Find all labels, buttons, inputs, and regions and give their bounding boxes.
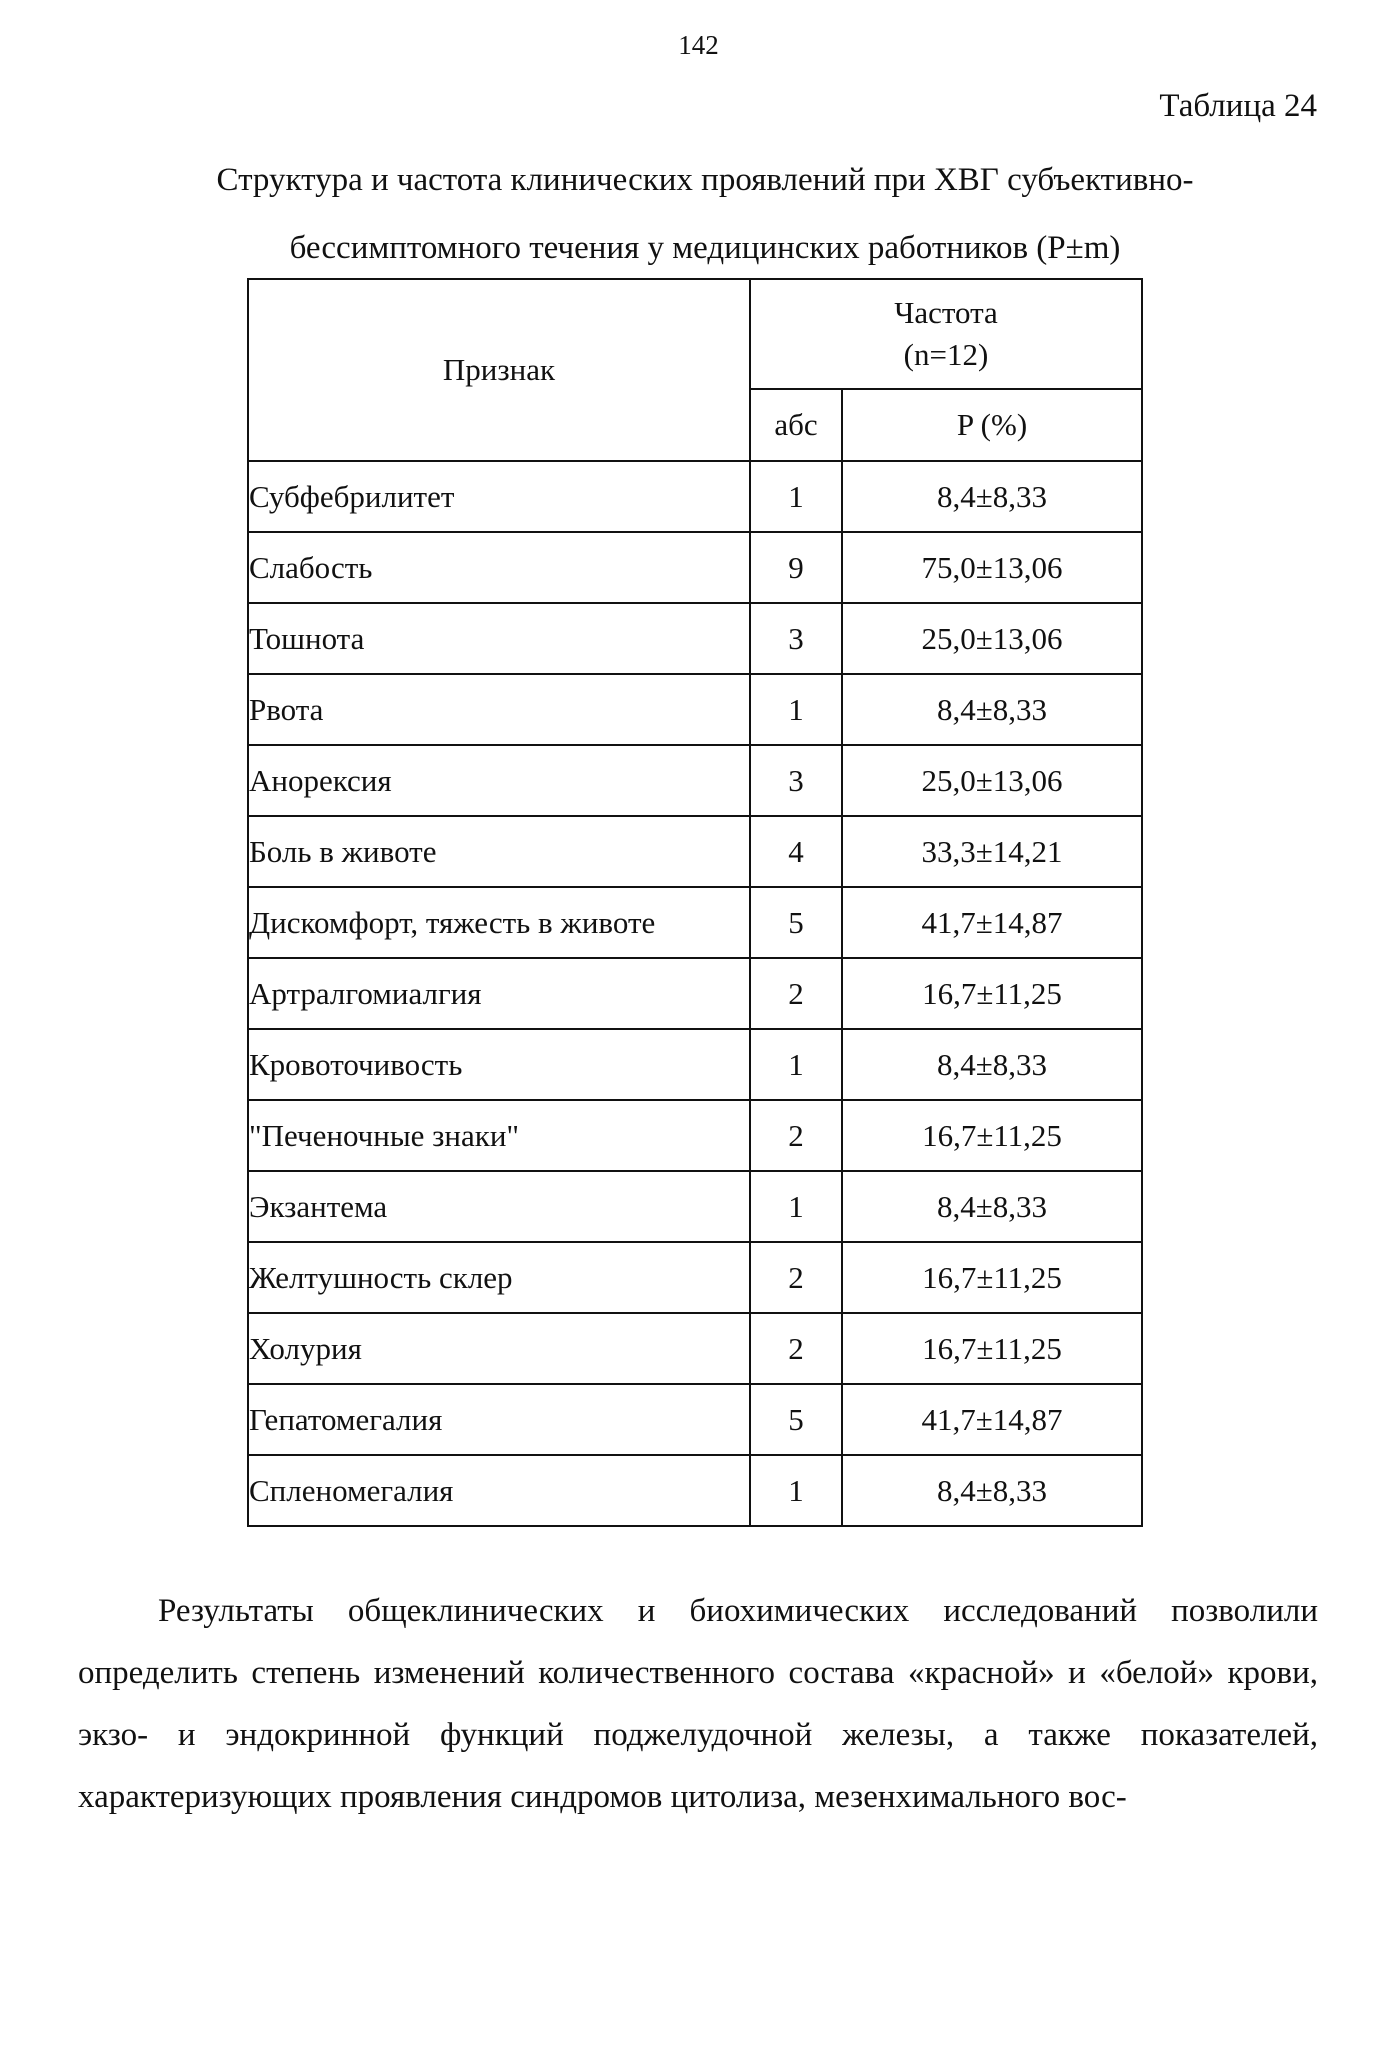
header-p: P (%) [842, 389, 1142, 461]
cell-p: 16,7±11,25 [842, 1242, 1142, 1313]
caption-line-1: Структура и частота клинических проявлений при ХВГ субъективно- [216, 162, 1194, 198]
cell-feature: Желтушность склер [248, 1242, 750, 1313]
cell-abs: 1 [750, 1029, 842, 1100]
cell-abs: 1 [750, 461, 842, 532]
cell-p: 8,4±8,33 [842, 1029, 1142, 1100]
cell-p: 8,4±8,33 [842, 461, 1142, 532]
cell-p: 16,7±11,25 [842, 1100, 1142, 1171]
page-number: 142 [678, 30, 719, 60]
table-row [248, 958, 1142, 1029]
cell-p: 16,7±11,25 [842, 958, 1142, 1029]
cell-abs: 3 [750, 603, 842, 674]
cell-feature: Кровоточивость [248, 1029, 750, 1100]
cell-p: 8,4±8,33 [842, 1171, 1142, 1242]
cell-p: 8,4±8,33 [842, 674, 1142, 745]
cell-abs: 1 [750, 1171, 842, 1242]
cell-feature: Субфебрилитет [248, 461, 750, 532]
cell-feature: Гепатомегалия [248, 1384, 750, 1455]
cell-abs: 9 [750, 532, 842, 603]
header-frequency [750, 279, 1142, 389]
table-label: Таблица 24 [1159, 88, 1317, 124]
cell-p: 33,3±14,21 [842, 816, 1142, 887]
table-row [248, 1455, 1142, 1526]
table-row [248, 1384, 1142, 1455]
cell-feature: "Печеночные знаки" [248, 1100, 750, 1171]
cell-abs: 1 [750, 1455, 842, 1526]
table-row [248, 816, 1142, 887]
cell-feature: Спленомегалия [248, 1455, 750, 1526]
cell-abs: 5 [750, 1384, 842, 1455]
table-row [248, 1029, 1142, 1100]
cell-abs: 2 [750, 1242, 842, 1313]
cell-abs: 5 [750, 887, 842, 958]
cell-abs: 2 [750, 1313, 842, 1384]
cell-feature: Экзантема [248, 1171, 750, 1242]
cell-abs: 1 [750, 674, 842, 745]
cell-feature: Дискомфорт, тяжесть в животе [248, 887, 750, 958]
table-row [248, 603, 1142, 674]
cell-abs: 4 [750, 816, 842, 887]
cell-feature: Рвота [248, 674, 750, 745]
table-row [248, 1313, 1142, 1384]
cell-p: 75,0±13,06 [842, 532, 1142, 603]
cell-feature: Холурия [248, 1313, 750, 1384]
table-row [248, 1242, 1142, 1313]
table-row [248, 674, 1142, 745]
table-row [248, 1100, 1142, 1171]
table-row [248, 461, 1142, 532]
table-row [248, 745, 1142, 816]
cell-abs: 3 [750, 745, 842, 816]
cell-p: 25,0±13,06 [842, 745, 1142, 816]
table-row [248, 532, 1142, 603]
body-paragraph: Результаты общеклинических и биохимических исследований позволили определить степень изменений количественного состава «красной» и «белой» крови, экзо- и эндокринной функций поджелудочной железы, а также показателей, характеризующих проявления синдромов цитолиза, мезенхимального вос- [78, 1593, 1318, 1815]
cell-abs: 2 [750, 1100, 842, 1171]
cell-abs: 2 [750, 958, 842, 1029]
cell-p: 16,7±11,25 [842, 1313, 1142, 1384]
table-body [248, 461, 1142, 1526]
cell-feature: Боль в животе [248, 816, 750, 887]
cell-p: 8,4±8,33 [842, 1455, 1142, 1526]
cell-p: 41,7±14,87 [842, 887, 1142, 958]
header-feature: Признак [248, 279, 750, 461]
cell-feature: Тошнота [248, 603, 750, 674]
cell-feature: Артралгомиалгия [248, 958, 750, 1029]
symptoms-table [247, 278, 1143, 1527]
header-frequency-label: Частота [894, 295, 998, 330]
header-abs: абс [750, 389, 842, 461]
table-row [248, 887, 1142, 958]
caption-line-2: бессимптомного течения у медицинских работников (P±m) [289, 230, 1121, 266]
cell-feature: Анорексия [248, 745, 750, 816]
table-row [248, 1171, 1142, 1242]
cell-p: 25,0±13,06 [842, 603, 1142, 674]
cell-feature: Слабость [248, 532, 750, 603]
header-frequency-n: (n=12) [903, 337, 989, 372]
table-caption [150, 146, 1260, 282]
cell-p: 41,7±14,87 [842, 1384, 1142, 1455]
